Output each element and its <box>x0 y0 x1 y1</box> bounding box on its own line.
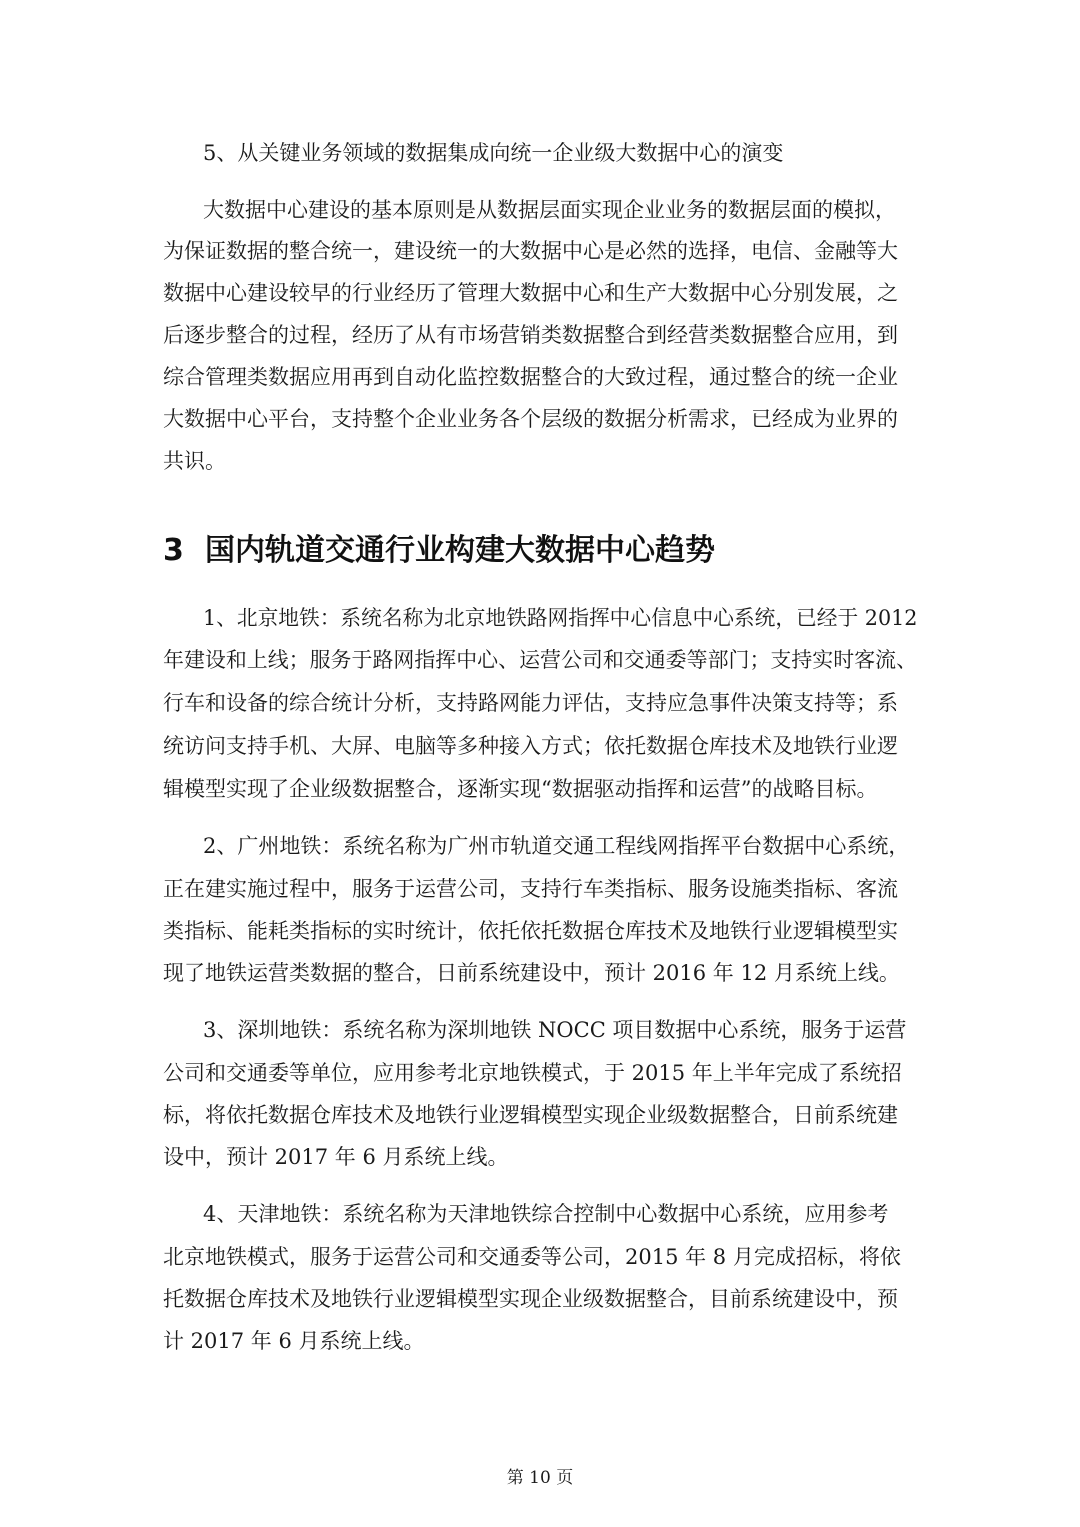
paragraph-line: 北京地铁模式，服务于运营公司和交通委等公司，2015 年 8 月完成招标，将依 <box>163 1245 901 1269</box>
paragraph-line: 设中，预计 2017 年 6 月系统上线。 <box>163 1145 509 1169</box>
paragraph-line: 大数据中心平台，支持整个企业业务各个层级的数据分析需求，已经成为业界的 <box>163 407 898 431</box>
paragraph-line: 现了地铁运营类数据的整合，日前系统建设中，预计 2016 年 12 月系统上线。 <box>163 961 900 985</box>
paragraph-line: 综合管理类数据应用再到自动化监控数据整合的大致过程，通过整合的统一企业 <box>163 365 898 389</box>
paragraph-line: 标，将依托数据仓库技术及地铁行业逻辑模型实现企业级数据整合，日前系统建 <box>163 1103 898 1127</box>
paragraph-line: 3、深圳地铁：系统名称为深圳地铁 NOCC 项目数据中心系统，服务于运营 <box>203 1018 907 1042</box>
paragraph-line: 行车和设备的综合统计分析，支持路网能力评估，支持应急事件决策支持等；系 <box>163 691 898 715</box>
paragraph-line: 1、北京地铁：系统名称为北京地铁路网指挥中心信息中心系统，已经于 2012 <box>203 606 918 630</box>
paragraph-line: 4、天津地铁：系统名称为天津地铁综合控制中心数据中心系统，应用参考 <box>203 1202 889 1226</box>
paragraph-line: 辑模型实现了企业级数据整合，逐渐实现“数据驱动指挥和运营”的战略目标。 <box>163 777 878 801</box>
page-number: 第 10 页 <box>506 1468 574 1488</box>
paragraph-line: 托数据仓库技术及地铁行业逻辑模型实现企业级数据整合，目前系统建设中，预 <box>163 1287 898 1311</box>
paragraph-line: 共识。 <box>163 449 226 473</box>
section-title: 国内轨道交通行业构建大数据中心趋势 <box>205 533 715 568</box>
section-heading <box>163 529 715 573</box>
paragraph-line: 正在建实施过程中，服务于运营公司，支持行车类指标、服务设施类指标、客流 <box>163 877 898 901</box>
paragraph-line: 数据中心建设较早的行业经历了管理大数据中心和生产大数据中心分别发展，之 <box>163 281 898 305</box>
paragraph-line: 计 2017 年 6 月系统上线。 <box>163 1329 425 1353</box>
paragraph-line: 后逐步整合的过程，经历了从有市场营销类数据整合到经营类数据整合应用，到 <box>163 323 898 347</box>
paragraph-line: 年建设和上线；服务于路网指挥中心、运营公司和交通委等部门；支持实时客流、 <box>163 648 918 672</box>
paragraph-line: 类指标、能耗类指标的实时统计，依托依托数据仓库技术及地铁行业逻辑模型实 <box>163 919 898 943</box>
paragraph-line: 统访问支持手机、大屏、电脑等多种接入方式；依托数据仓库技术及地铁行业逻 <box>163 734 898 758</box>
paragraph-line: 大数据中心建设的基本原则是从数据层面实现企业业务的数据层面的模拟， <box>203 198 896 222</box>
item-5-title: 5、从关键业务领域的数据集成向统一企业级大数据中心的演变 <box>203 141 784 165</box>
section-number: 3 <box>163 533 184 568</box>
paragraph-line: 公司和交通委等单位，应用参考北京地铁模式，于 2015 年上半年完成了系统招 <box>163 1061 902 1085</box>
paragraph-line: 为保证数据的整合统一，建设统一的大数据中心是必然的选择，电信、金融等大 <box>163 239 898 263</box>
paragraph-line: 2、广州地铁：系统名称为广州市轨道交通工程线网指挥平台数据中心系统， <box>203 834 910 858</box>
